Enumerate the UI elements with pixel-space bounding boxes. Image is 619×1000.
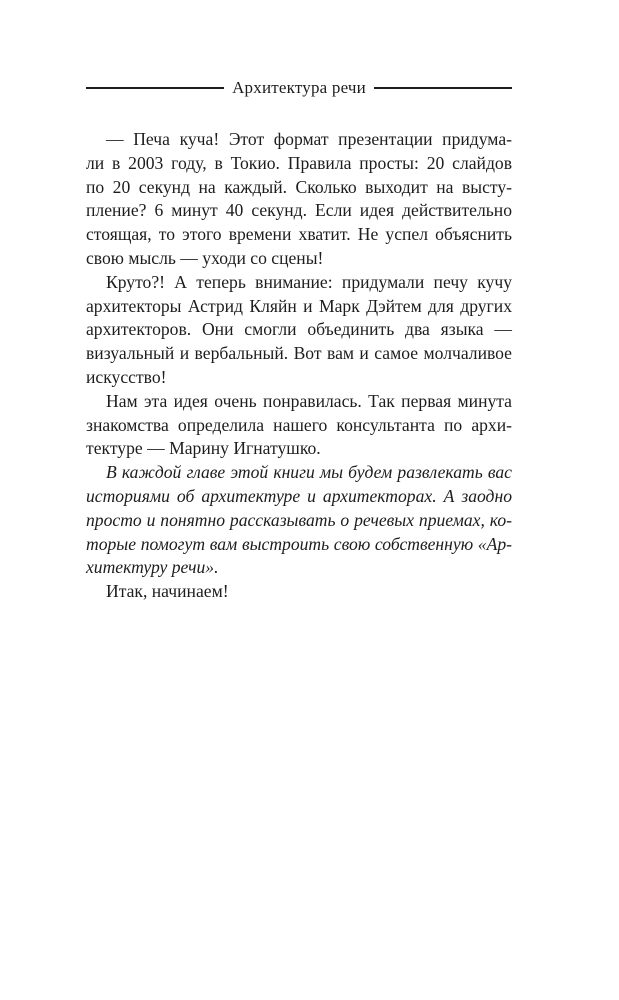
text-line: В каждой главе этой книги мы будем развлекать вас <box>106 462 512 483</box>
paragraph-1 <box>86 128 512 271</box>
text-line: знакомства определила нашего консультанта по архи- <box>86 414 512 435</box>
text-line: Итак, начинаем! <box>106 581 229 602</box>
text-line: историями об архитектуре и архитекторах. А заодно <box>86 485 512 506</box>
text-line: — Печа куча! Этот формат презентации придума- <box>106 129 512 149</box>
text-line: Нам эта идея очень понравилась. Так первая минута <box>106 390 512 411</box>
text-line: искусство! <box>86 366 167 387</box>
text-line: Круто?! А теперь внимание: придумали печу кучу <box>106 271 512 292</box>
paragraph-3 <box>86 390 512 461</box>
running-head <box>86 76 512 100</box>
text-line: просто и понятно рассказывать о речевых приемах, ко- <box>86 509 512 530</box>
running-head-right-rule <box>374 87 512 89</box>
text-line: тектуре — Марину Игнатушко. <box>86 438 321 459</box>
text-line: торые помогут вам выстроить свою собственную «Ар- <box>86 533 512 554</box>
body-text <box>86 128 512 604</box>
text-line: пление? 6 минут 40 секунд. Если идея действительно <box>86 200 512 221</box>
text-line: ли в 2003 году, в Токио. Правила просты: 20 слайдов <box>86 152 512 173</box>
text-line: архитекторы Астрид Кляйн и Марк Дэйтем для других <box>86 295 512 316</box>
paragraph-5 <box>86 580 512 604</box>
text-line: визуальный и вербальный. Вот вам и самое молчаливое <box>86 343 512 364</box>
running-head-left-rule <box>86 87 224 89</box>
text-line: стоящая, то этого времени хватит. Не успел объяснить <box>86 224 512 245</box>
text-line: по 20 секунд на каждый. Сколько выходит на высту- <box>86 176 512 197</box>
paragraph-4-italic <box>86 461 512 580</box>
text-line: свою мысль — уходи со сцены! <box>86 247 324 268</box>
text-line: архитекторов. Они смогли объединить два языка — <box>86 319 512 340</box>
running-head-title: Архитектура речи <box>232 78 366 97</box>
text-line: хитектуру речи». <box>86 557 219 578</box>
paragraph-2 <box>86 271 512 390</box>
